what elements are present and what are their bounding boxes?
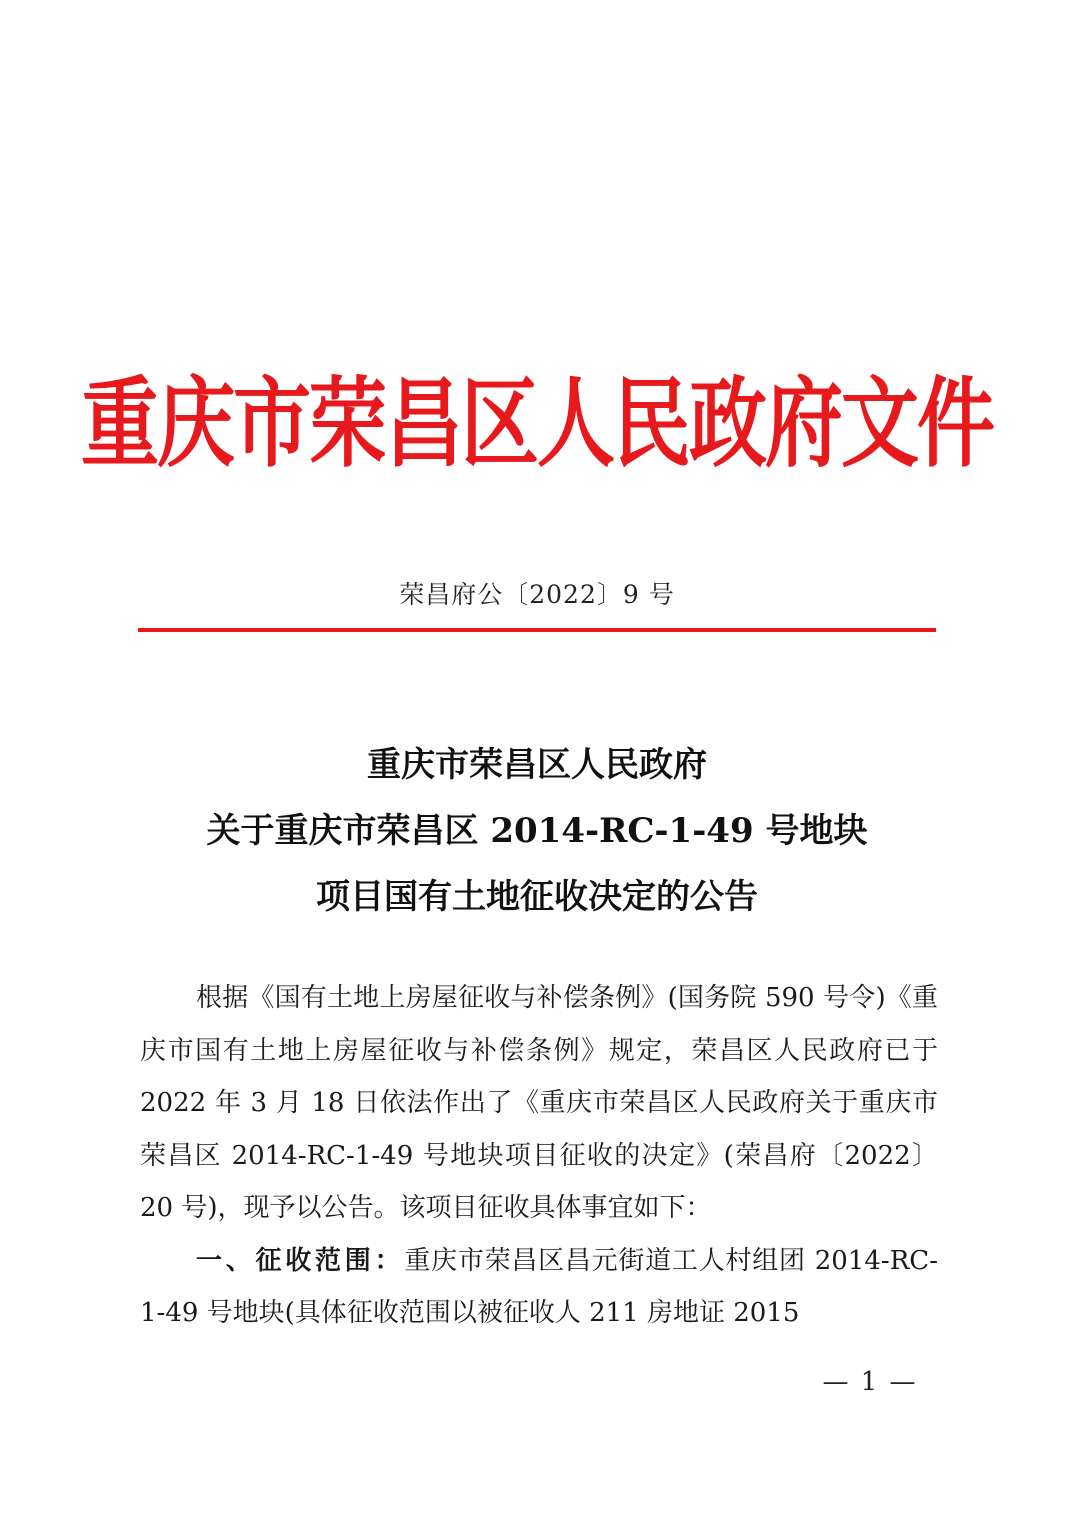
section-1-heading: 一、征收范围： xyxy=(196,1245,405,1276)
title-line-2: 关于重庆市荣昌区 2014-RC-1-49 号地块 xyxy=(206,811,868,851)
section-1-text: 重庆市荣昌区昌元街道工人村组团 2014-RC-1-49 号地块(具体征收范围以被征收人 211 房地证 2015 xyxy=(140,1245,938,1328)
page-number: — 1 — xyxy=(822,1367,918,1397)
body-paragraph-1: 根据《国有土地上房屋征收与补偿条例》(国务院 590 号令)《重庆市国有土地上房屋征收与补偿条例》规定，荣昌区人民政府已于 2022 年 3 月 18 日依法作出了《重庆市荣昌区人民政府关于重庆市荣昌区 2014-RC-1-49 号地块项目征收的决定》(荣昌府〔2022〕20 号)，现予以公告。该项目征收具体事宜如下： xyxy=(140,983,938,1223)
document-body xyxy=(140,972,938,1340)
body-paragraph-2 xyxy=(140,1235,938,1340)
red-divider-line xyxy=(138,628,936,632)
title-line-1: 重庆市荣昌区人民政府 xyxy=(367,745,707,785)
document-number: 荣昌府公〔2022〕9 号 xyxy=(399,580,675,609)
announcement-title xyxy=(0,732,1074,930)
document-masthead: 重庆市荣昌区人民政府文件 xyxy=(80,368,993,482)
title-line-3: 项目国有土地征收决定的公告 xyxy=(316,877,758,917)
